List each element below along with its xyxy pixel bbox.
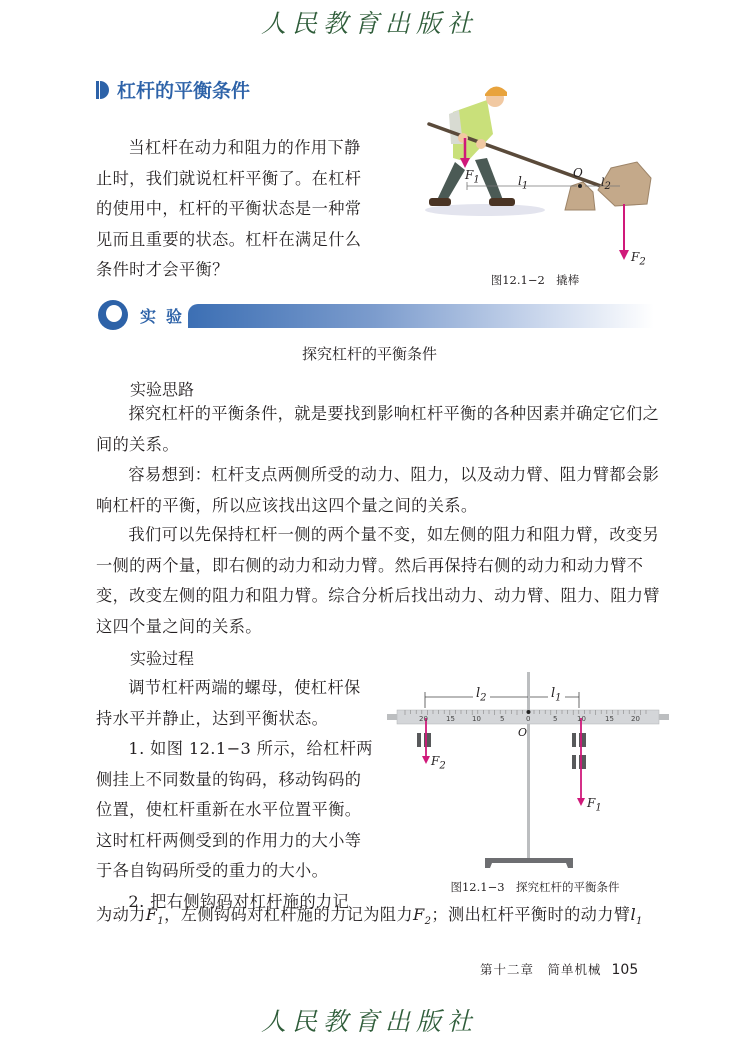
f1-symbol: $F_1$ — [145, 905, 165, 928]
text-line: 1. 如图 12.1−3 所示，给杠杆两 — [128, 739, 373, 758]
force2-label: $F_2$ — [631, 250, 646, 268]
publisher-watermark-top: 人民教育出版社 — [260, 9, 478, 38]
text-line: 于各自钩码所受的重力的大小。 — [96, 861, 329, 880]
ruler-tick: 0 — [526, 715, 531, 723]
section-heading — [96, 76, 250, 103]
banner-label: 实验 — [140, 307, 193, 326]
pivot-label: O — [573, 166, 583, 180]
process-paragraph — [96, 673, 386, 917]
text-line: 我们可以先保持杠杆一侧的两个量不变，如左侧的阻力和阻力臂，改变另 — [128, 525, 660, 544]
text-line: 探究杠杆的平衡条件，就是要找到影响杠杆平衡的各种因素并确定它们之 — [128, 404, 660, 423]
ruler-tick: 5 — [553, 715, 558, 723]
figure2-caption: 图12.1−3 探究杠杆的平衡条件 — [450, 880, 620, 894]
page-footer — [480, 960, 638, 978]
section-title: 杠杆的平衡条件 — [117, 80, 251, 102]
force2-label: $F_2$ — [431, 754, 446, 772]
arm2-label: $l_2$ — [601, 176, 611, 193]
section-marker-icon — [96, 81, 109, 99]
text-line: 变，改变左侧的阻力和阻力臂。综合分析后找出动力、动力臂、阻力、阻力臂 — [96, 586, 660, 605]
ruler-tick: 15 — [446, 715, 455, 723]
text-line: 当杠杆在动力和阻力的作用下静 — [128, 138, 361, 157]
magnifier-icon — [98, 300, 128, 330]
figure-lever-balance — [385, 672, 675, 897]
text-line: 侧挂上不同数量的钩码，移动钩码的 — [96, 769, 362, 789]
arm1-label: $l_1$ — [518, 174, 529, 192]
banner-gradient-bar — [188, 304, 654, 328]
text-line: 条件时才会平衡？ — [96, 260, 229, 279]
experiment-title: 探究杠杆的平衡条件 — [301, 345, 437, 363]
ruler-tick: 20 — [419, 715, 428, 723]
ruler-tick: 20 — [631, 715, 640, 723]
publisher-watermark-bottom: 人民教育出版社 — [260, 1007, 478, 1036]
pivot-label: O — [518, 726, 528, 739]
l1-symbol: $l_1$ — [630, 905, 643, 928]
intro-paragraph — [96, 133, 386, 286]
process-heading: 实验过程 — [130, 649, 195, 668]
text-line: 响杠杆的平衡，所以应该找出这四个量之间的关系。 — [96, 495, 478, 515]
text-line: 持水平并静止，达到平衡状态。 — [96, 708, 329, 728]
idea-heading: 实验思路 — [130, 380, 195, 399]
idea-paragraph-3 — [96, 520, 680, 642]
process-line-continued: 为动力$F_1$，左侧钩码对杠杆施的力记为阻力$F_2$；测出杠杆平衡时的动力臂$l_1$ — [96, 905, 643, 928]
experiment-banner — [96, 298, 656, 334]
text-line: 容易想到：杠杆支点两侧所受的动力、阻力，以及动力臂、阻力臂都会影 — [128, 465, 660, 484]
ruler-tick: 10 — [472, 715, 481, 723]
lever-apparatus-illustration — [385, 672, 675, 872]
text-line: 调节杠杆两端的螺母，使杠杆保 — [128, 678, 361, 697]
figure-crowbar — [415, 82, 660, 292]
force1-label: $F_1$ — [465, 168, 480, 186]
text-line: 2. 把右侧钩码对杠杆施的力记 — [128, 891, 350, 911]
idea-paragraph-1 — [96, 399, 680, 460]
text-line: 位置，使杠杆重新在水平位置平衡。 — [96, 800, 362, 819]
text-line: 间的关系。 — [96, 434, 179, 454]
ruler-tick: 5 — [500, 715, 505, 723]
crowbar-illustration — [415, 82, 660, 272]
ruler-tick: 15 — [605, 715, 614, 723]
text-line: 止时，我们就说杠杆平衡了。在杠杆 — [96, 168, 362, 188]
text-line: 这时杠杆两侧受到的作用力的大小等 — [96, 830, 362, 850]
force1-label: $F_1$ — [587, 796, 602, 814]
arm2-label: $l_2$ — [473, 686, 490, 704]
text-line: 一侧的两个量，即右侧的动力和动力臂。然后再保持右侧的动力和动力臂不 — [96, 555, 644, 575]
text-line: 这四个量之间的关系。 — [96, 616, 262, 636]
chapter-title: 第十二章 简单机械 — [480, 962, 602, 977]
arm1-label: $l_1$ — [548, 686, 565, 704]
text-line: 的使用中，杠杆的平衡状态是一种常 — [96, 199, 362, 218]
ruler-tick: 10 — [577, 715, 586, 723]
page-number: 105 — [611, 962, 639, 978]
f2-symbol: $F_2$ — [412, 905, 432, 928]
idea-paragraph-2 — [96, 460, 680, 521]
text-line: 见而且重要的状态。杠杆在满足什么 — [96, 229, 362, 249]
figure1-caption: 图12.1−2 撬棒 — [490, 273, 580, 287]
